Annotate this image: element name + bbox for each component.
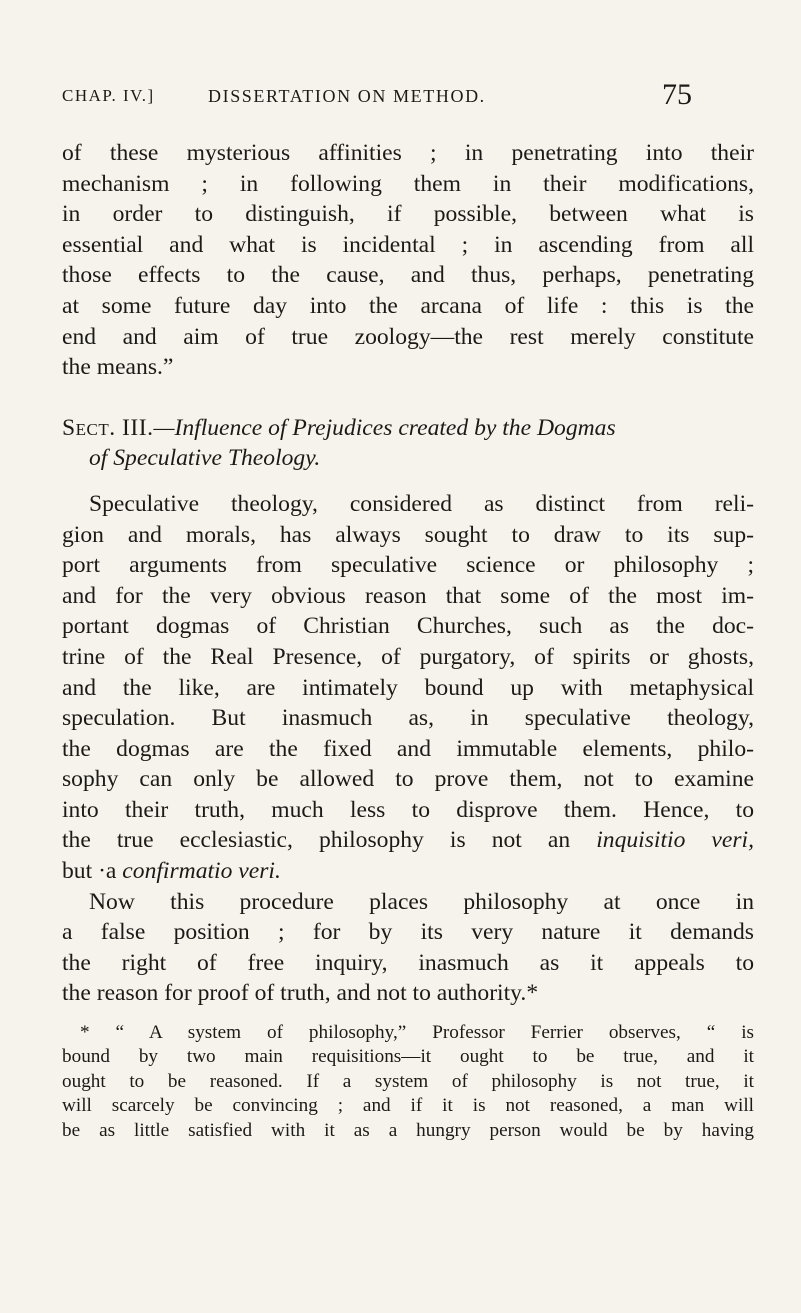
text-line: mechanism ; in following them in their modifications, [62,170,754,197]
italic-phrase: confirmatio veri. [122,858,281,885]
text-line: at some future day into the arcana of life : this is the [62,292,754,319]
text-line: the reason for proof of truth, and not to authority.* [62,980,539,1007]
footnote-line: will scarcely be convincing ; and if it is not reasoned, a man will [62,1095,754,1117]
footnote-line: ought to be reasoned. If a system of philosophy is not true, it [62,1070,754,1092]
text-line: in order to distinguish, if possible, between what is [62,201,754,228]
text-line: into their truth, much less to disprove them. Hence, to [62,796,754,823]
chapter-label: CHAP. IV.] [62,86,155,105]
text-line: and the like, are intimately bound up with metaphysical [62,674,754,701]
section-label: Sect. III. [62,414,154,441]
footnote-line: * “ A system of philosophy,” Professor Ferrier observes, “ is [80,1022,754,1044]
text-line: sophy can only be allowed to prove them, not to examine [62,766,754,793]
section-heading-line-1 [62,413,754,444]
text-line-with-italic [62,856,754,887]
text-line: portant dogmas of Christian Churches, such as the doc- [62,613,754,640]
text-line: the right of free inquiry, inasmuch as it appeals to [62,949,754,976]
text-line: those effects to the cause, and thus, perhaps, penetrating [62,262,754,289]
text-line: a false position ; for by its very nature it demands [62,919,754,946]
paragraph-continued [62,138,754,383]
text-line: speculation. But inasmuch as, in speculative theology, [62,705,754,732]
text-line: and for the very obvious reason that some of the most im- [62,582,754,609]
stray-mark: · [98,858,106,885]
text-line: end and aim of true zoology—the rest merely constitute [62,323,754,350]
paragraph-procedure [62,887,754,1009]
book-page [62,76,754,1143]
text-line: of these mysterious affinities ; in penetrating into their [62,140,754,166]
text-line: the means.” [62,354,174,381]
paragraph-speculative-theology [62,489,754,887]
italic-phrase: inquisitio veri, [596,827,754,854]
footnote-line: bound by two main requisitions—it ought to be true, and it [62,1046,754,1068]
text-line: gion and morals, has always sought to draw to its sup- [62,521,754,548]
text-line-with-italic [62,825,754,856]
running-header [62,76,754,116]
section-title-part-2: of Speculative Theology. [89,445,321,472]
text-segment: but [62,858,99,885]
section-heading [62,413,754,474]
footnote [62,1021,754,1143]
text-segment: the true ecclesiastic, philosophy is not an [62,827,597,854]
running-title: DISSERTATION ON METHOD. [208,86,486,106]
text-line: essential and what is incidental ; in ascending from all [62,231,754,258]
section-title-part-1: —Influence of Prejudices created by the Dogmas [153,414,616,441]
text-line: the dogmas are the fixed and immutable elements, philo- [62,735,754,762]
page-number: 75 [662,78,692,111]
footnote-line: be as little satisfied with it as a hungry person would be by having [62,1119,754,1141]
text-line: Now this procedure places philosophy at once in [89,888,754,915]
text-line: port arguments from speculative science or philosophy ; [62,552,754,579]
section-heading-line-2 [62,443,754,474]
text-line: Speculative theology, considered as distinct from reli- [89,490,754,517]
text-line: trine of the Real Presence, of purgatory, of spirits or ghosts, [62,643,754,670]
text-segment: a [105,858,123,885]
